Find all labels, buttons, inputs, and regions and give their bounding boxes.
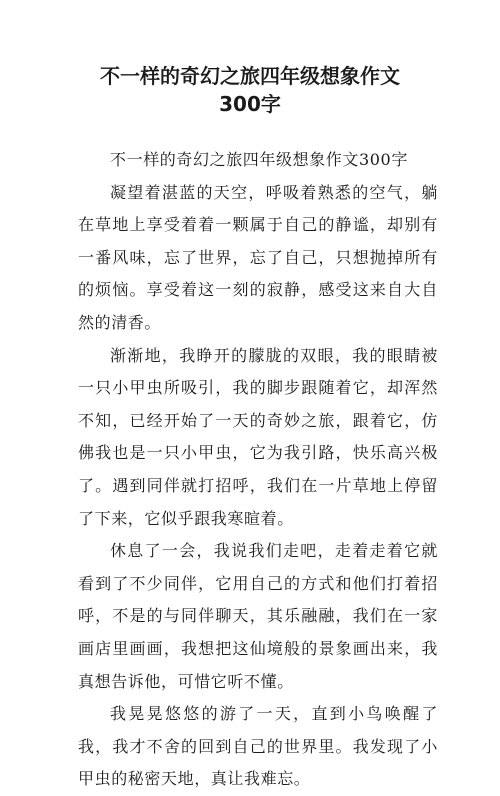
document-title-line-2: 300字 xyxy=(219,92,281,116)
document-body xyxy=(78,144,438,796)
body-paragraph: 休息了一会，我说我们走吧，走着走着它就看到了不少同伴，它用自己的方式和他们打着招呼，不是的与同伴聊天，其乐融融，我们在一家画店里画画，我想把这仙境般的景象画出来，我真想告诉他，可惜它听不懂。 xyxy=(78,541,438,691)
body-paragraph: 凝望着湛蓝的天空，呼吸着熟悉的空气，躺在草地上享受着着一颗属于自己的静谧，却别有一番风味，忘了世界，忘了自己，只想抛掉所有的烦恼。享受着这一刻的寂静，感受这来自大自然的清香。 xyxy=(78,182,438,332)
body-paragraph: 我晃晃悠悠的游了一天，直到小鸟唤醒了我，我才不舍的回到自己的世界里。我发现了小甲虫的秘密天地，真让我难忘。 xyxy=(78,704,438,789)
document-title-line-1: 不一样的奇幻之旅四年级想象作文 xyxy=(100,64,400,88)
body-paragraph: 不一样的奇幻之旅四年级想象作文300字 xyxy=(110,150,408,169)
body-paragraph: 渐渐地，我睁开的朦胧的双眼，我的眼睛被一只小甲虫所吸引，我的脚步跟随着它，却浑然不知，已经开始了一天的奇妙之旅，跟着它，仿佛我也是一只小甲虫，它为我引路，快乐高兴极了。遇到同伴就打招呼，我们在一片草地上停留了下来，它似乎跟我寒暄着。 xyxy=(78,345,438,528)
